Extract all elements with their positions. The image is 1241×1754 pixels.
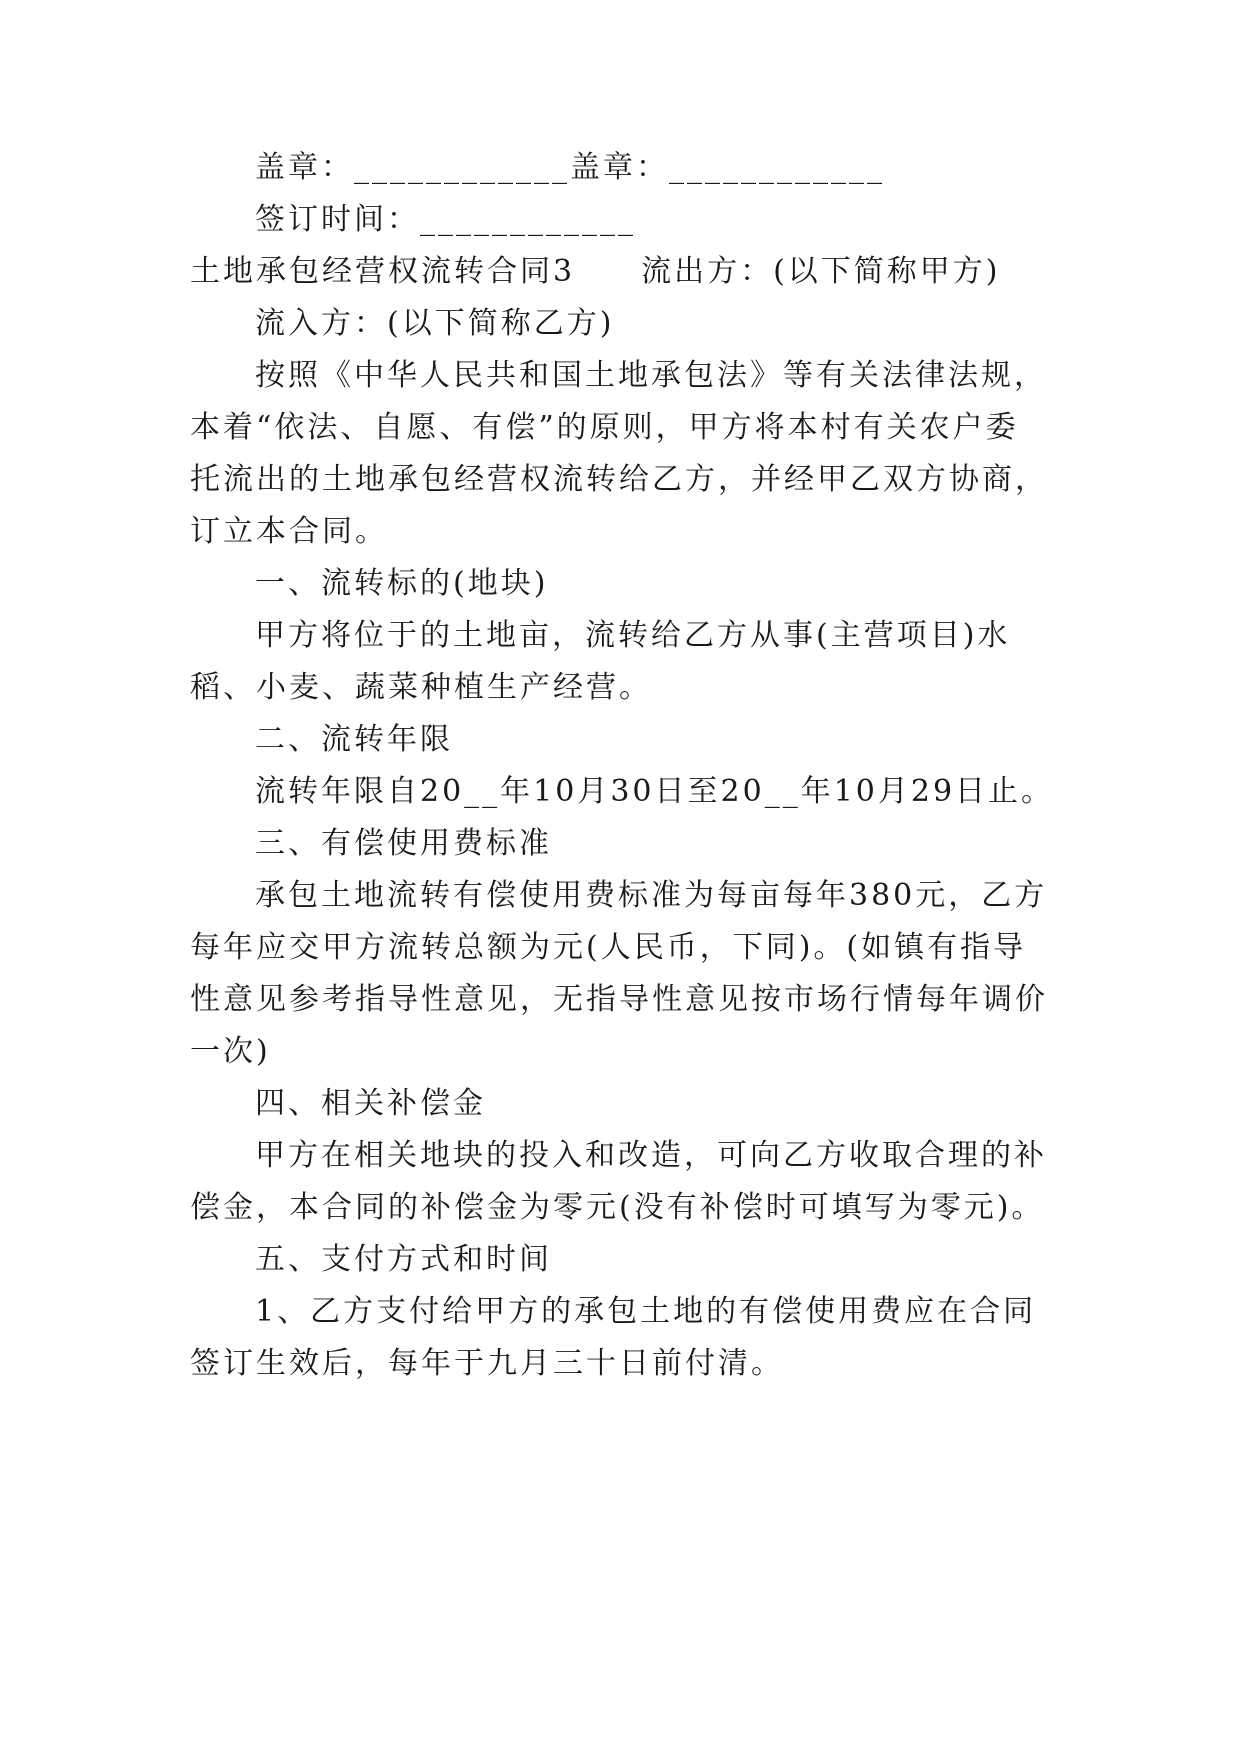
paragraph-line: 本着“依法、自愿、有偿”的原则，甲方将本村有关农户委 [190,410,1019,445]
paragraph-line: 一次) [190,1034,271,1069]
paragraph-line: 托流出的土地承包经营权流转给乙方，并经甲乙双方协商， [190,462,1048,497]
paragraph-line: 每年应交甲方流转总额为元(人民币，下同)。(如镇有指导 [190,930,1027,965]
paragraph-line: 承包土地流转有偿使用费标准为每亩每年380元，乙方 [255,878,1048,913]
paragraph-line: 签订生效后，每年于九月三十日前付清。 [190,1346,784,1381]
transferee-line: 流入方：(以下简称乙方) [255,306,615,341]
paragraph-line: 1、乙方支付给甲方的承包土地的有偿使用费应在合同 [255,1294,1037,1329]
signing-date-line: 签订时间：____________ [255,202,636,237]
paragraph-line: 性意见参考指导性意见，无指导性意见按市场行情每年调价 [190,982,1048,1017]
paragraph-line: 流转年限自20__年10月30日至20__年10月29日止。 [255,774,1055,809]
section-heading: 四、相关补偿金 [255,1086,486,1121]
paragraph-line: 订立本合同。 [190,514,388,549]
paragraph-line: 偿金，本合同的补偿金为零元(没有补偿时可填写为零元)。 [190,1190,1045,1225]
contract-title-line: 土地承包经营权流转合同3 流出方：(以下简称甲方) [190,254,1001,289]
paragraph-line: 甲方在相关地块的投入和改造，可向乙方收取合理的补 [255,1138,1047,1173]
section-heading: 五、支付方式和时间 [255,1242,552,1277]
paragraph-line: 按照《中华人民共和国土地承包法》等有关法律法规， [255,358,1047,393]
paragraph-line: 稻、小麦、蔬菜种植生产经营。 [190,670,652,705]
paragraph-line: 甲方将位于的土地亩，流转给乙方从事(主营项目)水 [255,618,1011,653]
section-heading: 二、流转年限 [255,722,453,757]
section-heading: 三、有偿使用费标准 [255,826,552,861]
stamp-line: 盖章：____________盖章：____________ [255,150,885,185]
section-heading: 一、流转标的(地块) [255,566,549,601]
